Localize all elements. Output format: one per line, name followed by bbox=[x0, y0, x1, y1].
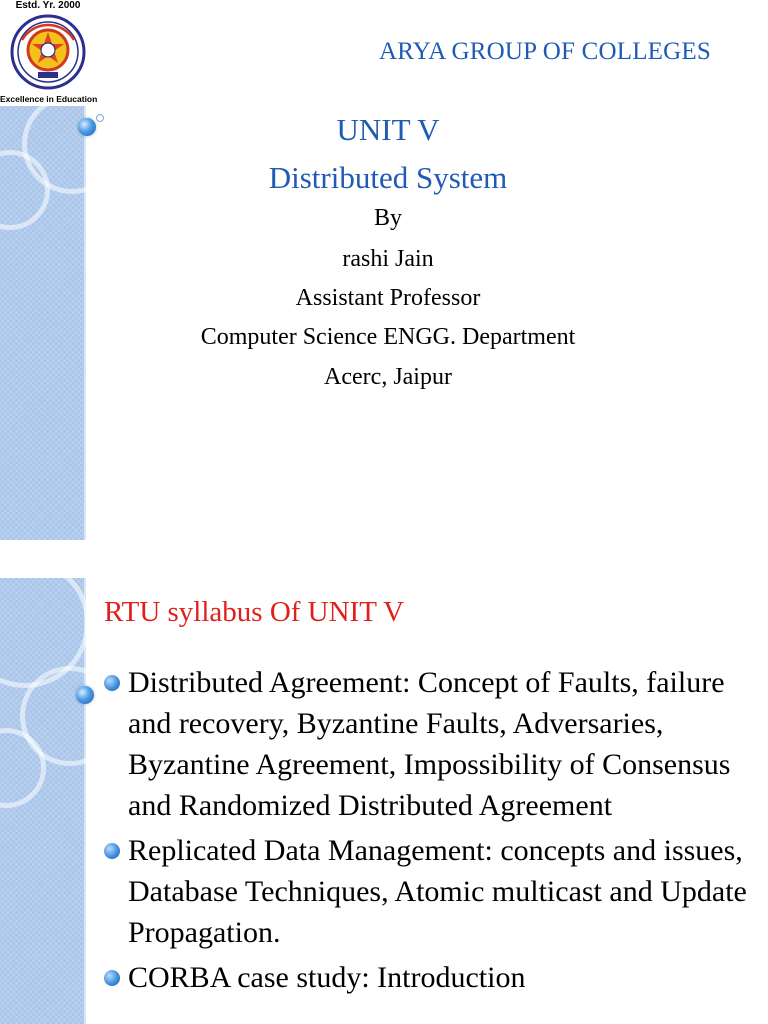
slide-separator bbox=[0, 540, 768, 578]
unit-title: UNIT V bbox=[336, 112, 440, 147]
by-label: By bbox=[373, 205, 402, 231]
logo-estd-text: Estd. Yr. 2000 bbox=[15, 0, 81, 11]
decorative-orb-icon bbox=[78, 118, 96, 136]
bullet-icon bbox=[104, 843, 120, 859]
author-role: Assistant Professor bbox=[295, 285, 481, 311]
syllabus-slide bbox=[0, 578, 768, 1024]
subject-title: Distributed System bbox=[268, 160, 508, 195]
list-item bbox=[104, 830, 754, 953]
college-logo bbox=[0, 0, 96, 106]
college-name: ARYA GROUP OF COLLEGES bbox=[378, 38, 711, 65]
decorative-orb-icon bbox=[76, 686, 94, 704]
bullet-icon bbox=[104, 970, 120, 986]
author-department: Computer Science ENGG. Department bbox=[200, 324, 576, 350]
bullet-text: Distributed Agreement: Concept of Faults, failure and recovery, Byzantine Faults, Adversaries, Byzantine Agreement, Impossibility of Consensus and Randomized Distributed Agreement bbox=[128, 666, 731, 822]
college-seal-icon bbox=[8, 10, 88, 92]
list-item bbox=[104, 662, 754, 826]
bullet-text: CORBA case study: Introduction bbox=[128, 961, 526, 994]
list-item bbox=[104, 957, 754, 998]
author-name: rashi Jain bbox=[342, 246, 434, 272]
syllabus-bullet-list bbox=[104, 662, 754, 1002]
logo-motto-text: Excellence in Education bbox=[0, 94, 98, 104]
author-institution: Acerc, Jaipur bbox=[324, 364, 452, 390]
bullet-text: Replicated Data Management: concepts and issues, Database Techniques, Atomic multicast and Update Propagation. bbox=[128, 834, 747, 949]
bullet-icon bbox=[104, 675, 120, 691]
syllabus-heading: RTU syllabus Of UNIT V bbox=[104, 596, 405, 628]
